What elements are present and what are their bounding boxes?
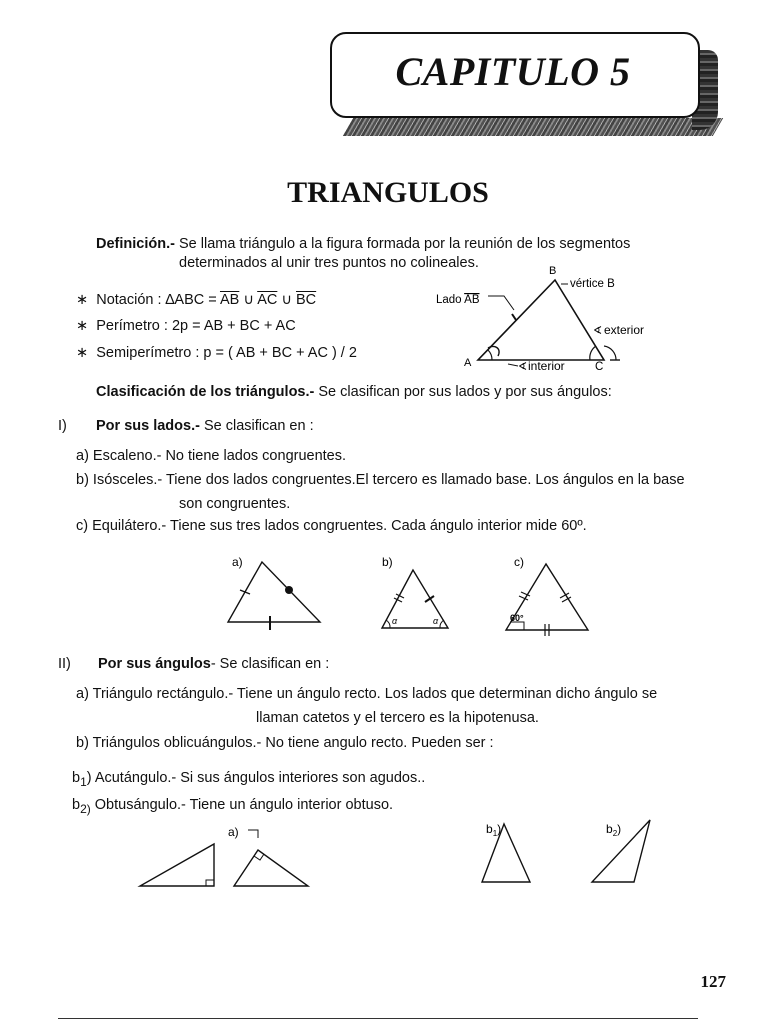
bullet-icon: ∗ [76,345,97,361]
acute-item [72,770,425,789]
classification-text: Se clasifican por sus lados y por sus ángulos: [314,384,612,400]
label-vertex-b: vértice B [570,278,615,290]
not-angle-icon: ∢ [593,325,603,337]
not-angle-icon-2: ∢ [518,361,528,373]
section-i-heading-line [96,418,314,434]
label-exterior: exterior [604,323,645,337]
side-ab-tick [512,314,516,320]
fig-label-a: a) [232,555,243,569]
alpha-left: α [392,616,398,626]
perimeter-text: Perímetro : 2p = AB + BC + AC [96,318,296,334]
chapter-title: CAPITULO 5 [395,49,631,94]
label-side-ab-prefix: Lado [436,294,465,306]
label-interior: interior [528,359,565,373]
equilateral-triangle [506,555,588,636]
section-i-text: Se clasifican en : [199,418,314,434]
bottom-rule [58,1018,698,1019]
acute-triangle [482,822,530,882]
angle-triangles-figure [130,818,670,894]
semiperimeter-item [76,345,357,361]
sixty-degrees: 60° [510,613,524,623]
section-ii-heading: Por sus ángulos [98,656,211,672]
section-ii-heading-line [98,656,329,672]
fig-label-c: c) [514,555,524,569]
right-triangles [140,825,308,886]
side-ab-pointer [488,296,514,310]
right-triangle-item-2: llaman catetos y el tercero es la hipotenusa. [256,710,539,726]
notation-label: Notación : [96,292,166,308]
fig-label-b2 [606,822,621,838]
chapter-box-shadow [343,118,723,136]
bullet-icon: ∗ [76,292,97,308]
triangle-diagram [420,262,670,374]
obtuse-item [72,797,393,816]
acute-label: b [72,770,81,786]
label-side-ab [436,294,480,306]
notation-seg-ab: $\overline{AB}$ [219,292,240,308]
obtuse-sub: 2) [80,801,91,816]
section-i-heading: Por sus lados.- [96,418,200,434]
classification-heading: Clasificación de los triángulos.- [96,384,315,400]
obtuse-label: b [72,797,81,813]
definition-term: Definición.- [96,236,175,252]
fig-b2-close: ) [617,822,622,836]
notation-seg-ac: $\overline{AC}$ [257,292,278,308]
notation-abc: ABC = [174,292,220,308]
fig-b2-sub: 2 [612,829,618,838]
oblique-item: b) Triángulos oblicuángulos.- No tiene angulo recto. Pueden ser : [76,735,494,751]
semiperimeter-label: Semiperímetro : [96,345,204,361]
perimeter-item [76,318,296,334]
angle-a-arc [488,350,492,360]
definition-line-2: determinados al unir tres puntos no colineales. [179,255,479,271]
fig-b1-sub: 1 [492,829,498,838]
definition-text-1: Se llama triángulo a la figura formada por la reunión de los segmentos [174,236,631,252]
notation-seg-bc: $\overline{BC}$ [296,292,317,308]
isosceles-triangle [382,555,448,628]
scalene-item: a) Escaleno.- No tiene lados congruentes. [76,448,347,464]
scalene-triangle [228,555,320,630]
classification-line [96,384,612,400]
page-number: 127 [700,972,726,991]
obtuse-text: Obtusángulo.- Tiene un ángulo interior obtuso. [90,797,394,813]
label-side-ab-seg: AB [464,294,480,306]
fig-b2-letter: b [606,822,613,836]
page-title: TRIANGULOS [287,176,489,209]
notation-item [76,292,316,308]
triangle-icon: ∆ [165,292,175,308]
bullet-icon: ∗ [76,318,97,334]
section-ii-number: II) [58,656,71,672]
right-triangle-item-1: a) Triángulo rectángulo.- Tiene un ángulo recto. Los lados que determinan dicho ángulo se [76,686,658,702]
fig-b1-close: ) [497,822,502,836]
section-ii-text: - Se clasifican en : [210,656,330,672]
interior-angle-c-arc [590,346,596,360]
exterior-angle-arc [604,346,616,360]
obtuse-triangle [592,820,650,882]
acute-sub: 1 [80,774,87,789]
equilateral-item: c) Equilátero.- Tiene sus tres lados congruentes. Cada ángulo interior mide 60º. [76,518,587,534]
section-i-number: I) [58,418,67,434]
acute-text: ) Acutángulo.- Si sus ángulos interiores son agudos.. [86,770,426,786]
label-b: B [549,265,557,277]
notation-union-2: ∪ [277,292,297,308]
definition-line-1 [96,236,630,252]
alpha-right: α [433,616,439,626]
semiperimeter-formula: p = ( AB + BC + AC ) / 2 [203,345,357,361]
isosceles-item-1: b) Isósceles.- Tiene dos lados congruentes.El tercero es llamado base. Los ángulos en la base [76,472,685,488]
fig-label-b: b) [382,555,393,569]
notation-union-1: ∪ [239,292,258,308]
interior-pointer [508,364,518,366]
side-triangles-figure [220,552,600,638]
fig-label-right-a: a) [228,825,239,839]
fig-b1-letter: b [486,822,493,836]
label-a: A [464,357,472,369]
isosceles-item-2: son congruentes. [179,496,291,512]
label-c: C [595,361,604,373]
